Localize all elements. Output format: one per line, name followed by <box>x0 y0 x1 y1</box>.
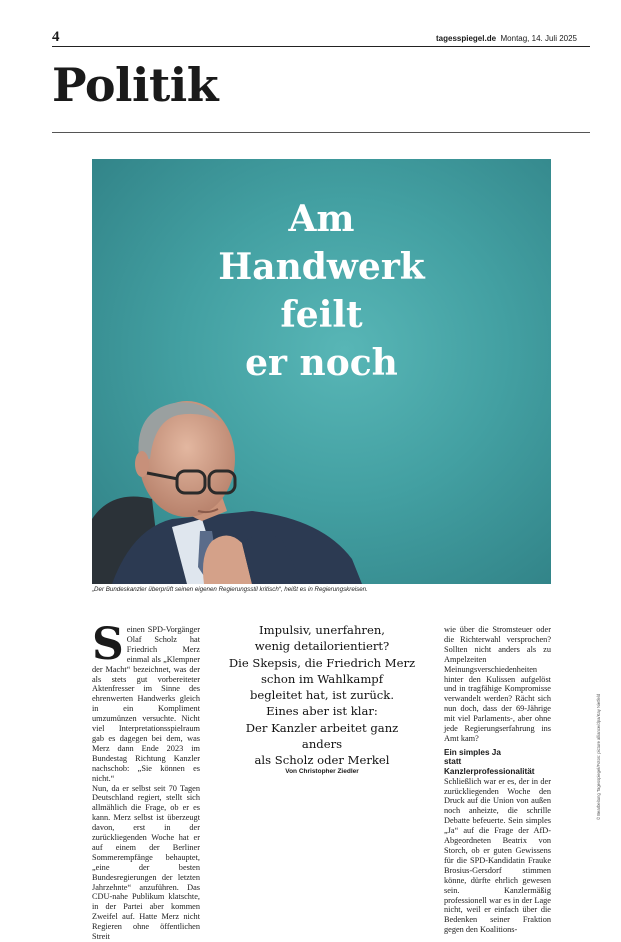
photo-caption: „Der Bundeskanzler überprüft seinen eigenen Regierungsstil kritisch“, heißt es in Regierungskreisen. <box>92 586 551 593</box>
teaser-line: als Scholz oder Merkel <box>225 752 419 768</box>
top-rule <box>52 46 590 47</box>
drop-cap: S <box>92 627 124 663</box>
body-paragraph: Schließlich war er es, der in der zurückliegenden Woche den Druck auf die Union von außen noch anheizte, die schrille Debatte befeuerte. Sein simples „Ja“ auf die Frage der AfD-Abgeordneten Beatrix von Storch, ob er guten Gewissens für die SPD-Kandidatin Frauke Brosius-Gersdorf stimmen könne, dürfte ehrlich gewesen sein. Kanzlermäßig professionell war es in der Lage nicht, weil er einfach über die Bedenken seiner Fraktion gegen den Koalitions- <box>444 777 551 936</box>
headline-line: feilt <box>92 291 551 339</box>
teaser-line: Die Skepsis, die Friedrich Merz <box>225 655 419 671</box>
teaser-line: begleitet hat, ist zurück. <box>225 687 419 703</box>
teaser-line: schon im Wahlkampf <box>225 671 419 687</box>
masthead-line <box>436 34 577 43</box>
teaser <box>225 622 419 769</box>
section-title: Politik <box>52 62 218 108</box>
teaser-line: Der Kanzler arbeitet ganz anders <box>225 720 419 753</box>
headline-line: Handwerk <box>92 243 551 291</box>
body-paragraph: einen SPD-Vorgänger Olaf Scholz hat Friedrich Merz einmal als „Klempner der Macht“ bezeichnet, was der als stets gut vorbereiteter Aktenfresser im Sinne des ehrenwerten Handwerks gleich in ein Kompliment umzumünzen versuchte. Nicht viel Interpretationsspielraum gab es dagegen bei dem, was Merz dann Ende 2023 im Bundestag Richtung Kanzler nachschob: „Sie können es nicht.“ <box>92 625 200 784</box>
article-column-right <box>444 625 551 935</box>
body-paragraph: Nun, da er selbst seit 70 Tagen Deutschland regiert, stellt sich allmählich die Frage, ob er es kann. Merz selbst ist überzeugt davon, erst in der zurückliegenden Woche hat er auf einem der Berliner Sommerempfänge behauptet, „eine der besten Bundesregierungen der letzten Jahrzehnte“ anzuführen. Das CDU-nahe Publikum klatschte, in der Partei aber kommen Zweifel auf. Hatte Merz nicht Regieren ohne öffentlichen Streit <box>92 784 200 942</box>
subheading-line: Ein simples Ja <box>444 748 551 758</box>
photo-credit: © Bearbeitung Tagesspiegel/Fotos: picture alliance/dpa/Kay Nietfeld <box>596 694 601 820</box>
headline-line: er noch <box>92 339 551 387</box>
page-number: 4 <box>52 29 60 46</box>
headline-line: Am <box>92 195 551 243</box>
byline: Von Christopher Ziedler <box>225 768 419 775</box>
section-rule <box>52 132 590 133</box>
headline <box>92 195 551 387</box>
subheading-line: statt Kanzlerprofessionalität <box>444 757 551 776</box>
lead-photo <box>92 159 551 584</box>
teaser-line: Impulsiv, unerfahren, <box>225 622 419 638</box>
body-paragraph: wie über die Stromsteuer oder die Richterwahl versprochen? Sollten nicht anders als zu Ampelzeiten Meinungsverschiedenheiten hinter den Kulissen aufgelöst und in tragfähige Kompromisse verwandelt werden? Rächt sich nun doch, dass der 69-Jährige mit viel Parlaments-, aber ohne jede Regierungserfahrung ins Amt kam? <box>444 625 551 744</box>
article-column-left <box>92 625 200 942</box>
teaser-line: Eines aber ist klar: <box>225 703 419 719</box>
site-name[interactable]: tagesspiegel.de <box>436 34 496 43</box>
subheading <box>444 748 551 777</box>
teaser-line: wenig detailorientiert? <box>225 638 419 654</box>
issue-date: Montag, 14. Juli 2025 <box>501 34 578 43</box>
